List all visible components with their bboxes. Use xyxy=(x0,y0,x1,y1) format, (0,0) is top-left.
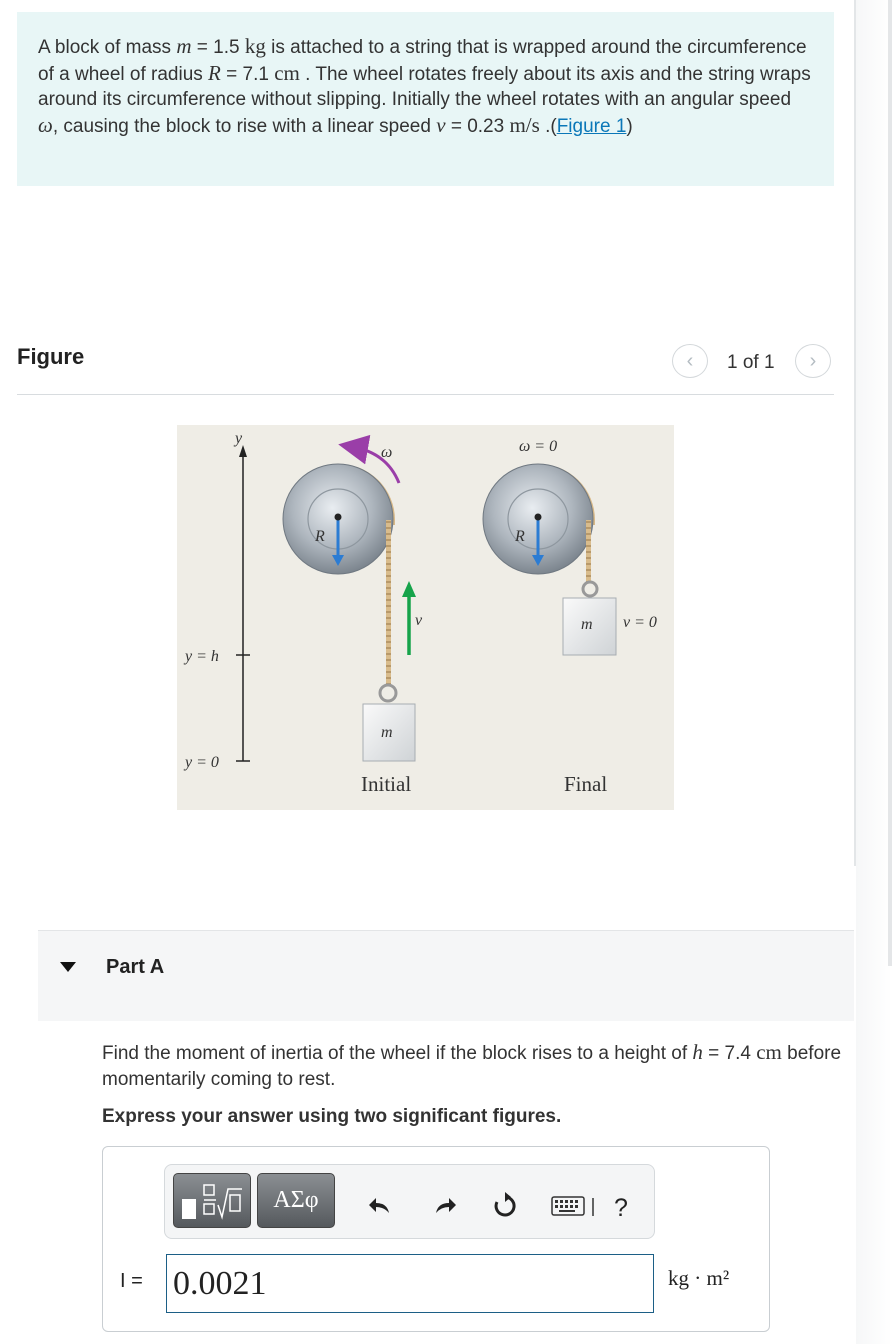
figure-divider xyxy=(17,394,834,395)
help-button[interactable]: ? xyxy=(614,1194,628,1222)
initial-radius-label: R xyxy=(315,528,325,545)
initial-rope xyxy=(386,520,391,685)
templates-icon xyxy=(180,1181,244,1221)
final-caption: Final xyxy=(564,772,608,796)
redo-button[interactable] xyxy=(429,1190,461,1222)
part-a-label: Part A xyxy=(106,956,165,978)
y-axis-label: y xyxy=(235,430,243,447)
symbols-label: ΑΣφ xyxy=(273,1187,319,1213)
omega-zero-label: ω = 0 xyxy=(519,438,558,455)
final-mass-label: m xyxy=(581,616,593,633)
right-gutter xyxy=(856,0,892,1344)
next-figure-button[interactable] xyxy=(795,344,831,378)
omega-label: ω xyxy=(381,444,393,461)
symbols-button[interactable] xyxy=(257,1173,335,1228)
reset-button[interactable] xyxy=(489,1190,521,1222)
figure-counter: 1 of 1 xyxy=(727,352,775,373)
answer-input[interactable] xyxy=(166,1254,654,1313)
prev-figure-button[interactable] xyxy=(672,344,708,378)
scrollbar[interactable] xyxy=(888,0,892,966)
reset-icon xyxy=(491,1192,519,1220)
redo-icon xyxy=(432,1193,458,1219)
instruction-text: Express your answer using two significant figures. xyxy=(102,1106,562,1127)
v-zero-label: v = 0 xyxy=(623,614,657,631)
templates-button[interactable] xyxy=(173,1173,251,1228)
answer-label: I = xyxy=(120,1270,143,1292)
problem-text: A block of mass m = 1.5 kg is attached to a string that is wrapped around the circumference of a wheel of radius R = 7.1 cm . The wheel rotates freely about its axis and the string wraps around its circumference without slipping. Initially the wheel rotates with an angular speed ω, causing the block to rise with a linear speed v = 0.23 m/s .(Figure 1) xyxy=(38,34,811,137)
undo-icon xyxy=(367,1193,393,1219)
final-radius-label: R xyxy=(515,528,525,545)
velocity-label: v xyxy=(415,612,423,629)
initial-mass-label: m xyxy=(381,724,393,741)
problem-statement xyxy=(17,12,834,186)
y-equals-h-label: y = h xyxy=(185,648,219,665)
question-text: Find the moment of inertia of the wheel if the block rises to a height of h = 7.4 cm before momentarily coming to rest. xyxy=(102,1040,842,1090)
figure-title: Figure xyxy=(17,344,85,369)
figure-link[interactable]: Figure 1 xyxy=(556,115,627,137)
answer-units: kg · m² xyxy=(668,1266,730,1290)
initial-caption: Initial xyxy=(361,772,412,796)
physics-figure xyxy=(177,425,674,810)
collapse-triangle-icon[interactable] xyxy=(60,962,76,972)
y-equals-0-label: y = 0 xyxy=(185,754,219,771)
keyboard-button[interactable] xyxy=(549,1190,599,1222)
undo-button[interactable] xyxy=(364,1190,396,1222)
chevron-right-icon: › xyxy=(809,349,817,372)
chevron-left-icon: ‹ xyxy=(686,349,694,372)
keyboard-icon xyxy=(551,1194,597,1218)
final-rope xyxy=(586,520,591,582)
